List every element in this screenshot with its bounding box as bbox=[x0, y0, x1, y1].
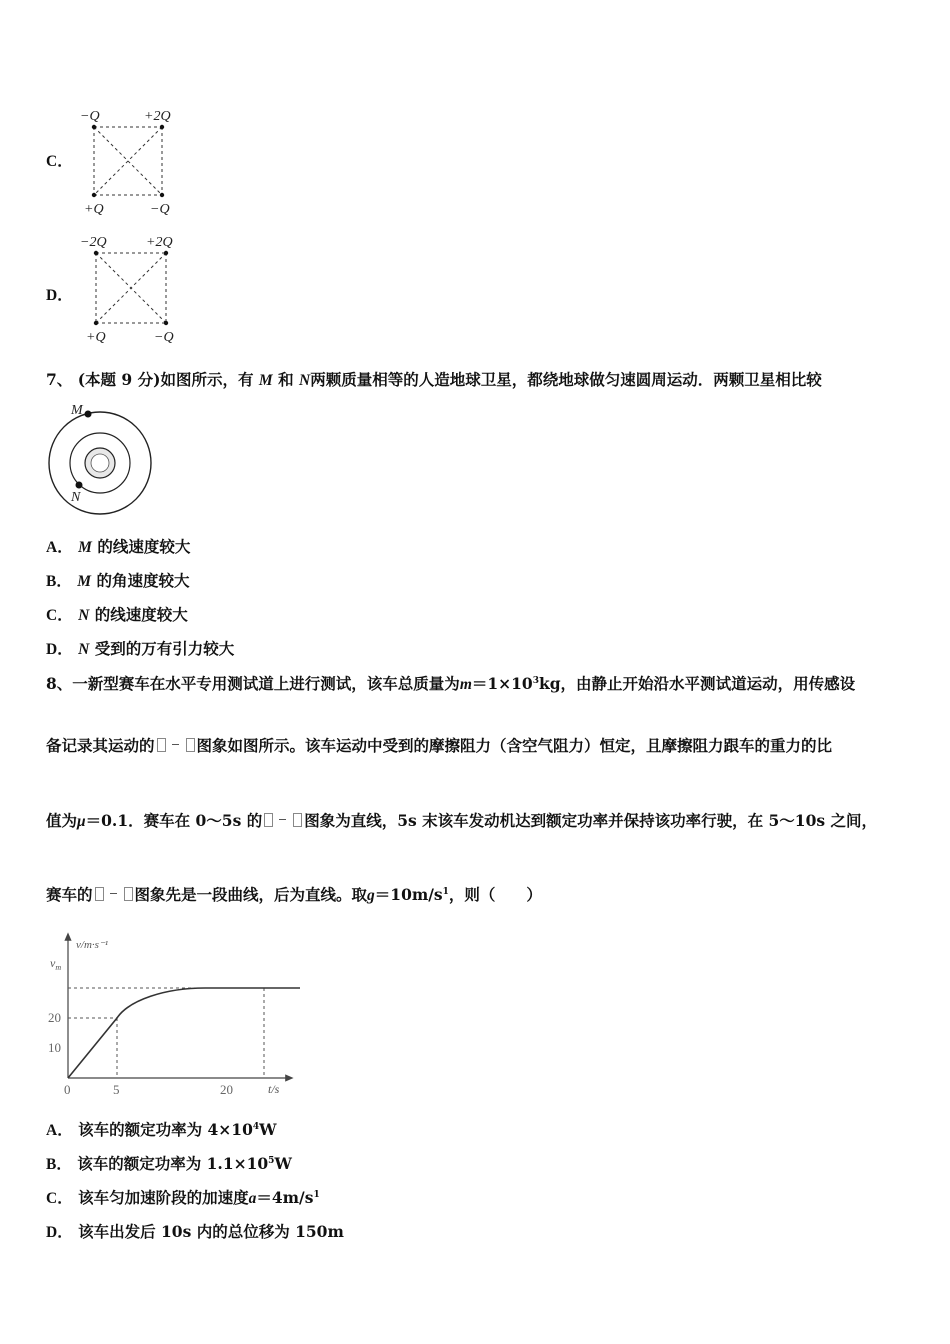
q7-lead: (本题 9 分)如图所示，有 bbox=[77, 370, 254, 389]
q7-rest: 两颗质量相等的人造地球卫星，都绕地球做匀速圆周运动．两颗卫星相比较 bbox=[310, 370, 822, 389]
charge-label: +2Q bbox=[146, 235, 173, 250]
q7-option-b[interactable]: B． M 的角速度较大 bbox=[46, 571, 190, 590]
q7-option-c[interactable]: C． N 的线速度较大 bbox=[46, 605, 188, 624]
q7-option-a[interactable]: A． M 的线速度较大 bbox=[46, 537, 191, 556]
charge-label: +2Q bbox=[144, 109, 171, 124]
missing-glyph-icon bbox=[93, 886, 135, 902]
vm-label: $v_m$ bbox=[50, 956, 62, 972]
y-axis-label: v/m·s⁻¹ bbox=[76, 939, 109, 951]
q6-option-c-letter: C． bbox=[46, 153, 73, 170]
q7-orbit-figure bbox=[44, 400, 159, 515]
q6-option-c-figure bbox=[76, 100, 196, 220]
satellite-m-label: M bbox=[71, 403, 83, 418]
q7-number: 7、 bbox=[46, 370, 73, 389]
charge-label: −Q bbox=[154, 330, 174, 345]
q8-stem-line3: 值为μ＝0.1．赛车在 0～5s 的 图象为直线，5s 末该车发动机达到额定功率并保持该功率行驶，在 5～10s 之间， bbox=[46, 811, 877, 830]
satellite-n-label: N bbox=[71, 490, 81, 505]
q7-and: 和 bbox=[278, 370, 294, 389]
q8-vt-graph bbox=[40, 928, 300, 1100]
x-tick-label: 20 bbox=[220, 1082, 233, 1097]
charge-label: +Q bbox=[86, 330, 106, 345]
y-tick-label: 20 bbox=[48, 1010, 61, 1025]
q8-stem-line4: 赛车的 图象先是一段曲线，后为直线。取$g=10m/s^1$，则（ ） bbox=[46, 885, 542, 904]
satellite-m-icon bbox=[85, 411, 92, 418]
q8-option-a[interactable]: A． 该车的额定功率为 $4\times 10^4W$ bbox=[46, 1120, 277, 1139]
y-tick-label: 10 bbox=[48, 1040, 61, 1055]
q7-option-d[interactable]: D． N 受到的万有引力较大 bbox=[46, 639, 235, 658]
charge-label: −Q bbox=[150, 202, 170, 217]
charge-label: −Q bbox=[80, 109, 100, 124]
x-axis-label: t/s bbox=[268, 1082, 280, 1096]
q8-stem-line1: 8、一新型赛车在水平专用测试道上进行测试，该车总质量为$m=1\times 10^3kg$，由静止开始沿水平测试道运动，用传感设 bbox=[46, 674, 856, 693]
missing-glyph-icon bbox=[155, 737, 197, 753]
x-tick-label: 0 bbox=[64, 1082, 71, 1097]
charge-label: −2Q bbox=[80, 235, 107, 250]
charge-label: +Q bbox=[84, 202, 104, 217]
q6-option-d-letter: D． bbox=[46, 287, 73, 304]
q6-option-d-figure bbox=[76, 230, 196, 350]
series-line-v bbox=[68, 988, 300, 1078]
q7-var-n: N bbox=[298, 372, 311, 389]
q8-option-c[interactable]: C． 该车匀加速阶段的加速度$a=4m/s^1$ bbox=[46, 1188, 320, 1207]
q7-stem bbox=[46, 370, 822, 391]
x-tick-label: 5 bbox=[113, 1082, 120, 1097]
satellite-n-icon bbox=[76, 482, 83, 489]
q8-stem-line2: 备记录其运动的 图象如图所示。该车运动中受到的摩擦阻力（含空气阻力）恒定，且摩擦阻力跟车的重力的比 bbox=[46, 736, 833, 755]
q8-option-b[interactable]: B． 该车的额定功率为 $1.1\times 10^5W$ bbox=[46, 1154, 292, 1173]
missing-glyph-icon bbox=[262, 812, 304, 828]
q8-option-d[interactable]: D． 该车出发后 10s 内的总位移为 150m bbox=[46, 1222, 344, 1241]
q7-var-m: M bbox=[258, 372, 273, 389]
